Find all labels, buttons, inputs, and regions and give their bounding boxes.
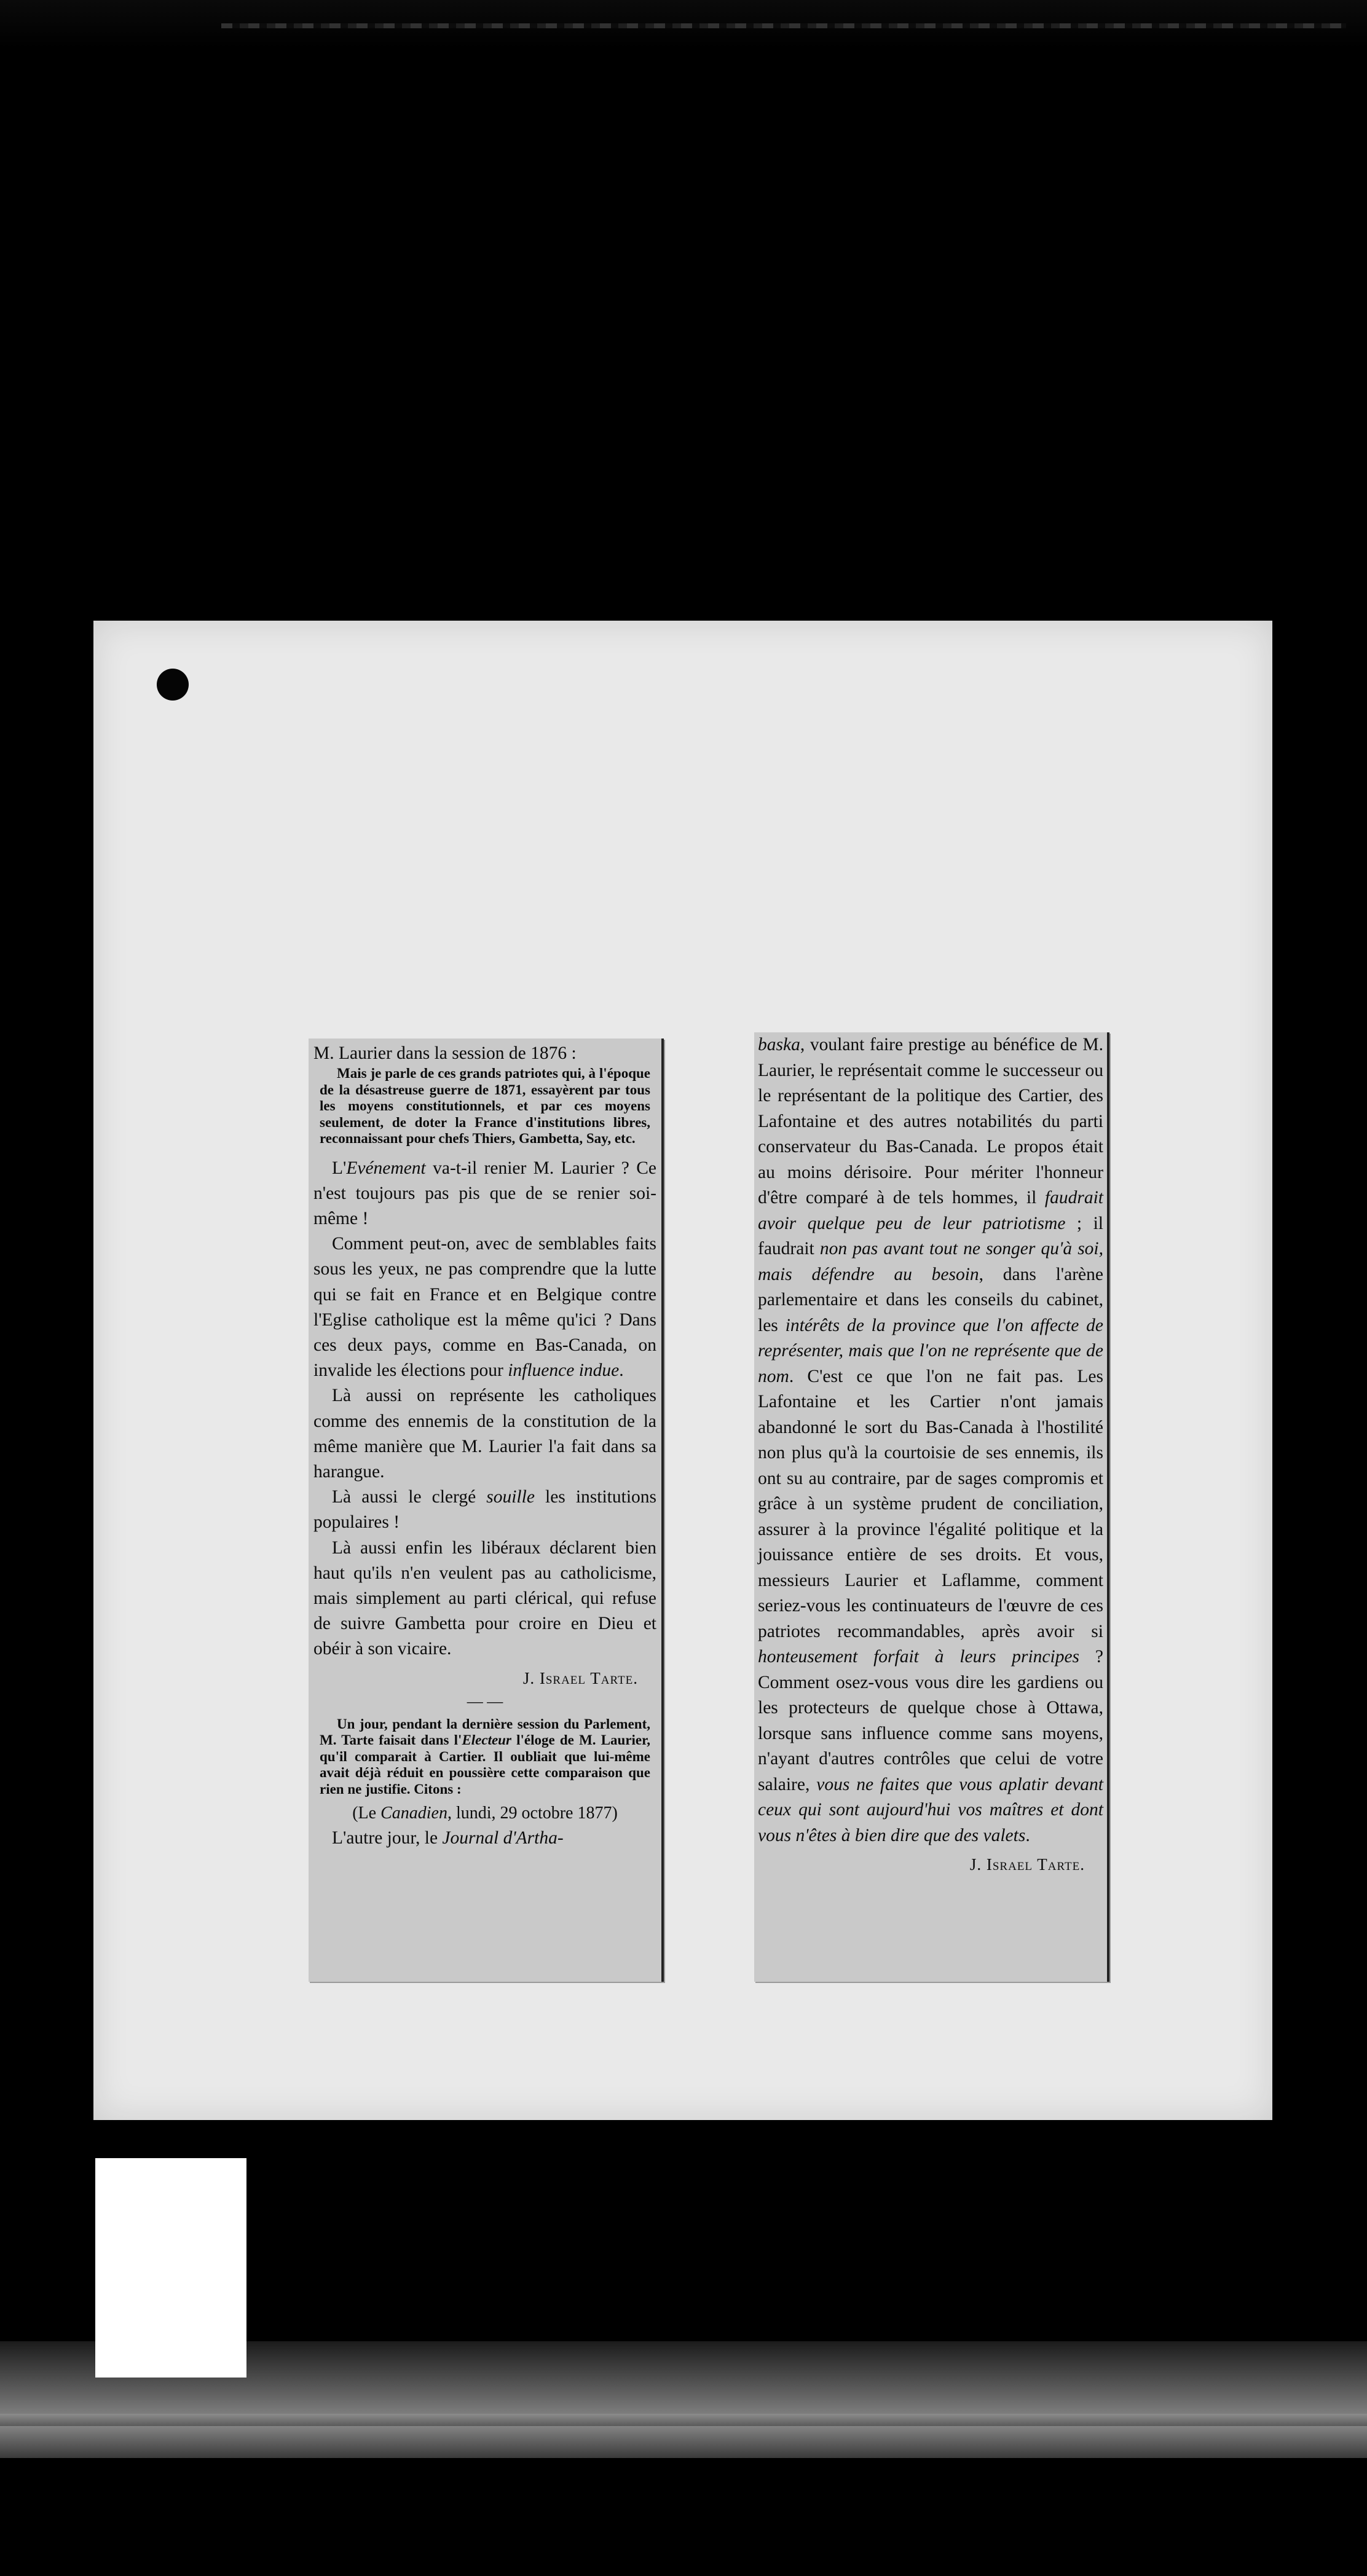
text-run: Un jour, pendant la dernière session du Parlement, M. Tarte faisait dans l' [320,1716,650,1748]
text-run: . [1025,1825,1030,1845]
text-run: ; il faudrait [758,1213,1103,1259]
source-citation [313,1801,656,1826]
italic-run: Evénement [346,1158,426,1178]
text-run: . C'est ce que l'on ne fait pas. Les Lafontaine et les Cartier n'ont jamais abandonné le sort du Bas-Canada à l'hostilité non plus qu'à la courtoisie de ses ennemis, ils ont su au contraire, par de sages compromis et grâce à un système prudent de conciliation, assurer à la province l'égalité politique et la jouissance entière de ses droits. Et vous, messieurs Laurier et Laflamme, comment seriez-vous les continuateurs de l'œuvre de ces patriotes recommandables, après avoir si [758,1366,1103,1641]
left-newspaper-clipping [309,1039,664,1982]
text-run: va-t-il renier M. Laurier ? Ce n'est toujours pas pis que de se renier soi-même ! [313,1158,656,1228]
right-newspaper-clipping [754,1032,1109,1982]
italic-run: Canadien [380,1804,447,1823]
paragraph-evenement [313,1156,656,1232]
paragraph-comparison [313,1231,656,1383]
article-continuation [758,1032,1103,1848]
text-run: l'éloge de M. Laurier, qu'il comparait à Cartier. Il oubliait que lui-même avait déjà réduit en poussière cette comparaison que rien ne justifie. Citons : [320,1732,650,1797]
clipping-heading: M. Laurier dans la session de 1876 : [313,1043,577,1063]
italic-run: Journal d'Artha- [442,1828,564,1848]
text-run: Là aussi le clergé [332,1487,487,1507]
italic-run: honteusement forfait à leurs principes [758,1647,1080,1667]
text-run: (Le [352,1804,381,1823]
punch-hole [157,669,189,701]
white-target-card [95,2158,246,2378]
film-scratch-strip [221,23,1346,28]
text-run: les institutions populaires ! [313,1487,656,1533]
section-divider: — — [467,1692,503,1710]
author-signature: J. Israel Tarte. [969,1855,1085,1874]
paragraph-clergy [313,1485,656,1535]
italic-run: vous ne faites que vous aplatir devant ceux qui sont aujourd'hui vos maîtres et dont vous n'êtes à bien dire que des valets [758,1774,1104,1845]
spacer [313,1147,656,1156]
microfilm-edge-line [0,2414,1367,2426]
paragraph-catholics: Là aussi on représente les catholiques comme des ennemis de la constitution de la même manière que M. Laurier l'a fait dans sa harangue. [313,1386,656,1482]
text-run: L' [332,1158,347,1178]
text-run: , dans l'arène parlementaire et dans les conseils du cabinet, les [758,1264,1103,1335]
italic-run: faudrait avoir quelque peu de leur patriotisme [758,1188,1103,1233]
intro-note [313,1716,656,1798]
italic-run: intérêts de la province que l'on affecte de représenter, mais que l'on ne représente que de nom [758,1315,1103,1386]
text-run: ? Comment osez-vous vous dire les gardiens ou les protecteurs de quelque chose à Ottawa, lorsque sans influence comme sans moyens, n'ayant d'autres contrôles que celui de votre salaire, [758,1647,1104,1794]
text-run: , voulant faire prestige au bénéfice de M. Laurier, le représentait comme le successeur ou le représentant de la politique des Cartier, des Lafontaine et des autres notabilités du parti conservateur du Bas-Canada. Le propos était au moins dérisoire. Pour mériter l'honneur d'être comparé à de tels hommes, il [758,1035,1103,1208]
text-run: L'autre jour, le [332,1828,443,1848]
continuation-line [313,1826,656,1851]
text-run: . [619,1361,624,1381]
quote-block: Mais je parle de ces grands patriotes qui, à l'époque de la désastreuse guerre de 1871, essayèrent par tous les moyens constitutionnels, et par ces moyens seulement, de doter la France d'institutions libres, reconnaissant pour chefs Thiers, Gambetta, Say, etc. [320,1066,650,1146]
italic-run: souille [486,1487,535,1507]
text-run: , lundi, 29 octobre 1877) [447,1804,618,1823]
paragraph-liberals: Là aussi enfin les libéraux déclarent bien haut qu'ils n'en veulent pas au catholicisme, mais simplement au parti clérical, qui refuse de suivre Gambetta pour croire en Dieu et obéir à son vicaire. [313,1537,656,1659]
italic-run: baska [758,1035,800,1054]
author-signature: J. Israel Tarte. [522,1668,638,1687]
italic-run: non pas avant tout ne songer qu'à soi, mais défendre au besoin [758,1239,1104,1284]
italic-run: influence indue [508,1361,620,1381]
text-run: Comment peut-on, avec de semblables faits sous les yeux, ne pas comprendre que la lutte qui se fait en France et en Belgique contre l'Eglise catholique est la même qu'ici ? Dans ces deux pays, comme en Bas-Canada, on invalide les élections pour [313,1234,656,1381]
scanned-page [93,621,1272,2120]
italic-run: Electeur [462,1732,511,1748]
microfilm-bottom-edge [0,2458,1367,2576]
